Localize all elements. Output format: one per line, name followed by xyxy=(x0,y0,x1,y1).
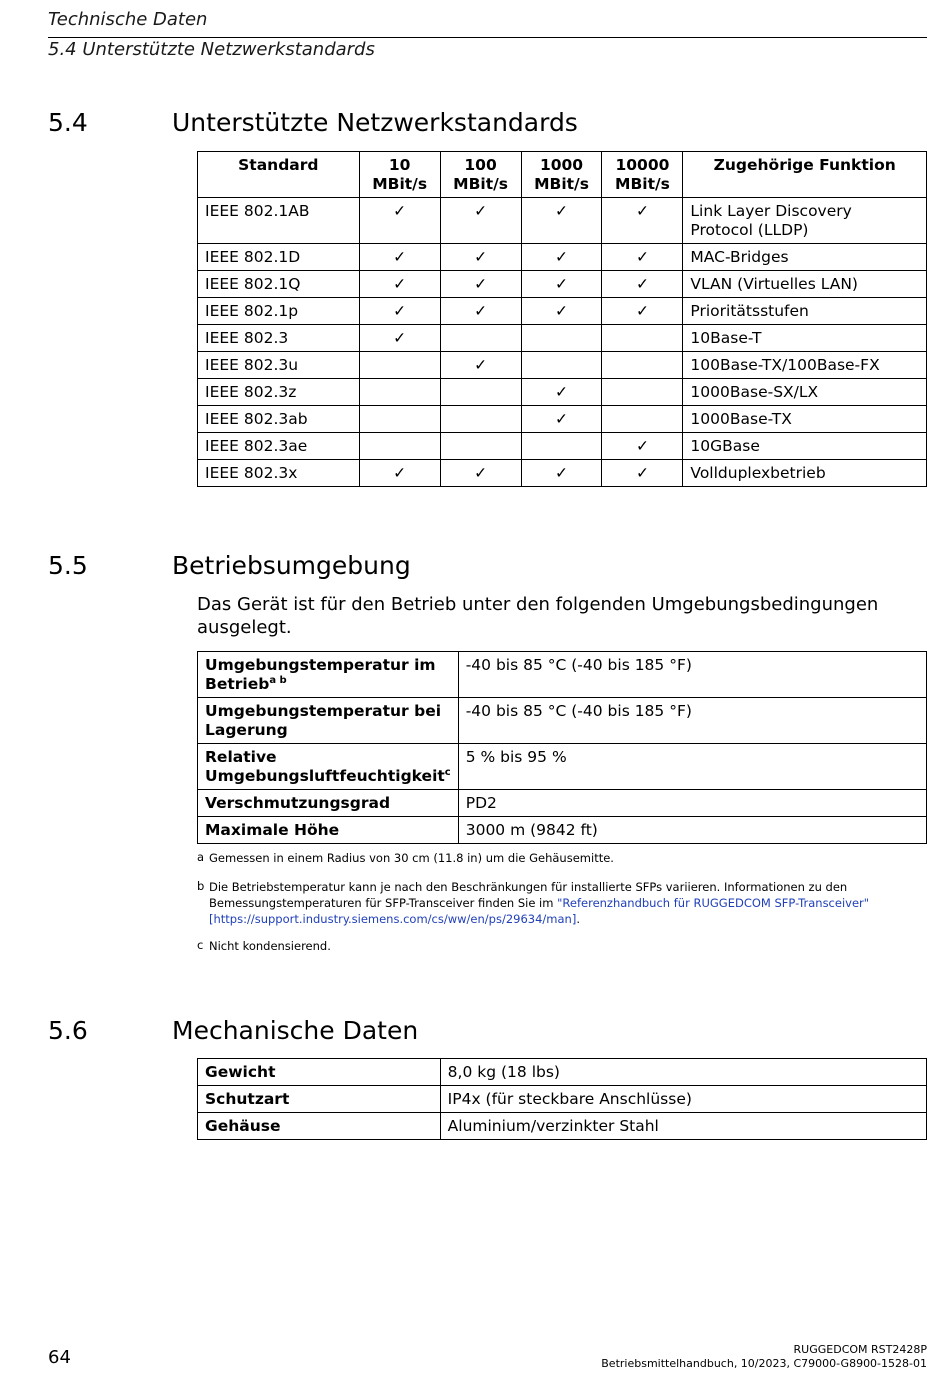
environment-label: Umgebungstemperatur im Betrieb xyxy=(205,656,436,693)
empty-cell xyxy=(359,379,440,406)
table-header-row xyxy=(198,152,927,198)
checkmark-icon: ✓ xyxy=(602,198,683,244)
environment-value: -40 bis 85 °C (-40 bis 185 °F) xyxy=(458,652,926,698)
mechanical-label: Gewicht xyxy=(198,1059,441,1086)
function-cell: 10GBase xyxy=(683,433,927,460)
empty-cell xyxy=(359,352,440,379)
environment-label-cell xyxy=(198,698,459,744)
column-header-standard: Standard xyxy=(198,152,360,198)
standard-row xyxy=(198,325,927,352)
environment-label: Umgebungstemperatur bei Lagerung xyxy=(205,702,442,739)
standard-cell: IEEE 802.3u xyxy=(198,352,360,379)
environment-label-cell xyxy=(198,790,459,817)
footnote-reference: a b xyxy=(269,674,287,686)
environment-label-cell xyxy=(198,744,459,790)
environment-label: Maximale Höhe xyxy=(205,821,340,839)
checkmark-icon: ✓ xyxy=(359,325,440,352)
environment-value: 3000 m (9842 ft) xyxy=(458,817,926,844)
operating-environment-table xyxy=(197,651,927,844)
footnote-b xyxy=(209,879,899,927)
section-56-title: Mechanische Daten xyxy=(172,1016,419,1045)
mechanical-label: Gehäuse xyxy=(198,1113,441,1140)
function-cell: Vollduplexbetrieb xyxy=(683,460,927,487)
standard-cell: IEEE 802.1Q xyxy=(198,271,360,298)
empty-cell xyxy=(602,352,683,379)
checkmark-icon: ✓ xyxy=(440,298,521,325)
sfp-reference-link[interactable]: "Referenzhandbuch für RUGGEDCOM SFP-Transceiver" [https://support.industry.siemens.com/cs/ww/en/ps/29634/man] xyxy=(209,896,870,926)
checkmark-icon: ✓ xyxy=(359,244,440,271)
checkmark-icon: ✓ xyxy=(359,460,440,487)
section-55-intro: Das Gerät ist für den Betrieb unter den folgenden Umgebungsbedingungen ausgelegt. xyxy=(197,594,879,638)
empty-cell xyxy=(359,433,440,460)
environment-row xyxy=(198,817,927,844)
section-55-title: Betriebsumgebung xyxy=(172,551,411,580)
empty-cell xyxy=(521,433,602,460)
empty-cell xyxy=(521,352,602,379)
standard-row xyxy=(198,198,927,244)
environment-row xyxy=(198,790,927,817)
footnote-a-text: Gemessen in einem Radius von 30 cm (11.8 in) um die Gehäusemitte. xyxy=(209,851,614,865)
checkmark-icon: ✓ xyxy=(521,298,602,325)
section-55-number: 5.5 xyxy=(48,551,88,580)
column-header-100-mbit: 100 MBit/s xyxy=(440,152,521,198)
checkmark-icon: ✓ xyxy=(521,460,602,487)
empty-cell xyxy=(440,433,521,460)
standard-row xyxy=(198,433,927,460)
footnote-b-mark: b xyxy=(197,879,205,893)
checkmark-icon: ✓ xyxy=(440,244,521,271)
checkmark-icon: ✓ xyxy=(359,271,440,298)
footnote-a-mark: a xyxy=(197,850,205,864)
empty-cell xyxy=(602,406,683,433)
checkmark-icon: ✓ xyxy=(521,198,602,244)
checkmark-icon: ✓ xyxy=(602,271,683,298)
footer-product: RUGGEDCOM RST2428P xyxy=(793,1343,927,1356)
function-cell: Link Layer Discovery Protocol (LLDP) xyxy=(683,198,927,244)
empty-cell xyxy=(440,406,521,433)
checkmark-icon: ✓ xyxy=(602,460,683,487)
footnote-c-text: Nicht kondensierend. xyxy=(209,939,331,953)
mechanical-row xyxy=(198,1059,927,1086)
environment-value: 5 % bis 95 % xyxy=(458,744,926,790)
checkmark-icon: ✓ xyxy=(602,244,683,271)
checkmark-icon: ✓ xyxy=(521,271,602,298)
running-header-chapter: Technische Daten xyxy=(48,9,208,30)
empty-cell xyxy=(359,406,440,433)
checkmark-icon: ✓ xyxy=(521,244,602,271)
empty-cell xyxy=(521,325,602,352)
mechanical-value: Aluminium/verzinkter Stahl xyxy=(440,1113,926,1140)
standard-row xyxy=(198,379,927,406)
standard-row xyxy=(198,271,927,298)
function-cell: MAC-Bridges xyxy=(683,244,927,271)
header-rule xyxy=(48,37,927,38)
standard-cell: IEEE 802.3 xyxy=(198,325,360,352)
standard-row xyxy=(198,460,927,487)
section-54-number: 5.4 xyxy=(48,108,88,137)
standard-cell: IEEE 802.3z xyxy=(198,379,360,406)
section-54-title: Unterstützte Netzwerkstandards xyxy=(172,108,578,137)
column-header-10000-mbit: 10000 MBit/s xyxy=(602,152,683,198)
environment-value: PD2 xyxy=(458,790,926,817)
network-standards-table xyxy=(197,151,927,487)
checkmark-icon: ✓ xyxy=(440,460,521,487)
checkmark-icon: ✓ xyxy=(602,298,683,325)
function-cell: 100Base-TX/100Base-FX xyxy=(683,352,927,379)
standard-row xyxy=(198,298,927,325)
standard-cell: IEEE 802.1D xyxy=(198,244,360,271)
section-56-number: 5.6 xyxy=(48,1016,88,1045)
environment-label-cell xyxy=(198,652,459,698)
footnote-b-end: . xyxy=(576,912,580,926)
mechanical-row xyxy=(198,1086,927,1113)
empty-cell xyxy=(440,325,521,352)
environment-value: -40 bis 85 °C (-40 bis 185 °F) xyxy=(458,698,926,744)
checkmark-icon: ✓ xyxy=(521,379,602,406)
environment-label-cell xyxy=(198,817,459,844)
empty-cell xyxy=(440,379,521,406)
checkmark-icon: ✓ xyxy=(440,271,521,298)
empty-cell xyxy=(602,325,683,352)
column-header-1000-mbit: 1000 MBit/s xyxy=(521,152,602,198)
footnote-b-text: Die Betriebstemperatur kann je nach den Beschränkungen für installierte SFPs variieren. Informationen zu den Bemessungstemperaturen für SFP-Transceiver finden Sie im xyxy=(209,880,848,910)
empty-cell xyxy=(602,379,683,406)
standard-cell: IEEE 802.1AB xyxy=(198,198,360,244)
environment-row xyxy=(198,744,927,790)
footer-doc-info: Betriebsmittelhandbuch, 10/2023, C79000-G8900-1528-01 xyxy=(601,1357,927,1370)
checkmark-icon: ✓ xyxy=(359,298,440,325)
footnote-c-mark: c xyxy=(197,938,204,952)
footer-doc-block xyxy=(427,1343,927,1371)
function-cell: 1000Base-TX xyxy=(683,406,927,433)
checkmark-icon: ✓ xyxy=(521,406,602,433)
standard-row xyxy=(198,244,927,271)
function-cell: 1000Base-SX/LX xyxy=(683,379,927,406)
column-header-10-mbit: 10 MBit/s xyxy=(359,152,440,198)
function-cell: VLAN (Virtuelles LAN) xyxy=(683,271,927,298)
checkmark-icon: ✓ xyxy=(440,352,521,379)
footnote-reference: c xyxy=(444,766,451,778)
standard-cell: IEEE 802.3x xyxy=(198,460,360,487)
running-header-section: 5.4 Unterstützte Netzwerkstandards xyxy=(48,39,375,60)
standard-cell: IEEE 802.1p xyxy=(198,298,360,325)
mechanical-row xyxy=(198,1113,927,1140)
environment-label: Relative Umgebungsluftfeuchtigkeit xyxy=(205,748,445,785)
checkmark-icon: ✓ xyxy=(602,433,683,460)
page-number: 64 xyxy=(48,1347,71,1368)
standard-row xyxy=(198,352,927,379)
function-cell: 10Base-T xyxy=(683,325,927,352)
environment-label: Verschmutzungsgrad xyxy=(205,794,391,812)
standard-cell: IEEE 802.3ae xyxy=(198,433,360,460)
checkmark-icon: ✓ xyxy=(440,198,521,244)
checkmark-icon: ✓ xyxy=(359,198,440,244)
function-cell: Prioritätsstufen xyxy=(683,298,927,325)
mechanical-data-table xyxy=(197,1058,927,1140)
mechanical-label: Schutzart xyxy=(198,1086,441,1113)
column-header-function: Zugehörige Funktion xyxy=(683,152,927,198)
environment-row xyxy=(198,652,927,698)
environment-row xyxy=(198,698,927,744)
standard-cell: IEEE 802.3ab xyxy=(198,406,360,433)
standard-row xyxy=(198,406,927,433)
mechanical-value: IP4x (für steckbare Anschlüsse) xyxy=(440,1086,926,1113)
mechanical-value: 8,0 kg (18 lbs) xyxy=(440,1059,926,1086)
